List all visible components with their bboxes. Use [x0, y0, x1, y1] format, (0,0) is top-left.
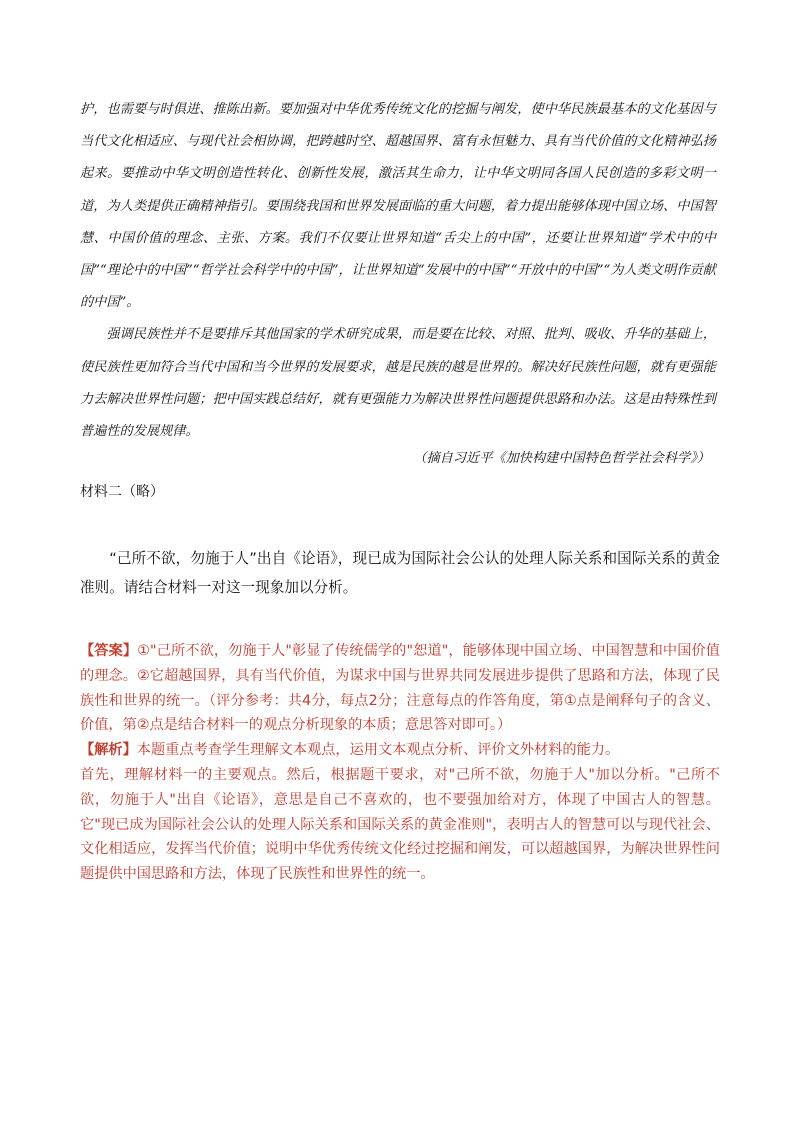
material-one-source: （摘自习近平《加快构建中国特色哲学社会科学》） — [413, 451, 710, 466]
analysis-paragraph: 首先，理解材料一的主要观点。然后，根据题干要求，对"己所不欲，勿施于人"加以分析。"己所不欲，勿施于人"出自《论语》，意思是自己不喜欢的，也不要强加给对方，体现了中国古人的智慧。它"现已成为国际社会公认的处理人际关系和国际关系的黄金准则"，表明古人的智慧可以与现代社会、文化相适应，发挥当代价值；说明中华优秀传统文化经过挖掘和阐发，可以超越国界，为解决世界性问题提供中国思路和方法，体现了民族性和世界性的统一。 — [80, 766, 720, 883]
analysis-lead-paragraph — [80, 738, 720, 763]
answer-tag: 【答案】 — [80, 643, 138, 659]
answer-section — [80, 639, 720, 887]
material-two-label: 材料二（略） — [80, 484, 164, 500]
analysis-tag: 【解析】 — [80, 742, 137, 759]
answer-paragraph — [80, 639, 720, 738]
material-one-paragraph-2: 强调民族性并不是要排斥其他国家的学术研究成果，而是要在比较、对照、批判、吸收、升华的基础上，使民族性更加符合当代中国和当今世界的发展要求，越是民族的越是世界的。解决好民族性问题，就有更强能力去解决世界性问题；把中国实践总结好，就有更强能力为解决世界性问题提供思路和办法。这是由特殊性到普遍性的发展规律。 — [80, 327, 716, 440]
answer-text: ①"己所不欲，勿施于人"彰显了传统儒学的"恕道"，能够体现中国立场、中国智慧和中国价值的理念。②它超越国界，具有当代价值，为谋求中国与世界共同发展进步提供了思路和方法，体现了民族性和世界的统一。（评分参考：共4分，每点2分；注意每点的作答角度，第①点是阐释句子的含义、价值，第②点是结合材料一的观点分析现象的本质；意思答对即可。） — [80, 643, 720, 734]
material-one-text — [80, 94, 716, 448]
material-one-paragraph-1: 护，也需要与时俱进、推陈出新。要加强对中华优秀传统文化的挖掘与阐发，使中华民族最基本的文化基因与当代文化相适应、与现代社会相协调，把跨越时空、超越国界、富有永恒魅力、具有当代价值的文化精神弘扬起来。要推动中华文明创造性转化、创新性发展，激活其生命力，让中华文明同各国人民创造的多彩文明一道，为人类提供正确精神指引。要围绕我国和世界发展面临的重大问题，着力提出能够体现中国立场、中国智慧、中国价值的理念、主张、方案。我们不仅要让世界知道“舌尖上的中国”，还要让世界知道“学术中的中国”“理论中的中国”“哲学社会科学中的中国”，让世界知道“发展中的中国”“开放中的中国”“为人类文明作贡献的中国”。 — [80, 102, 716, 311]
question-text: “己所不欲，勿施于人”出自《论语》，现已成为国际社会公认的处理人际关系和国际关系的黄金准则。请结合材料一对这一现象加以分析。 — [80, 550, 720, 596]
analysis-lead: 本题重点考查学生理解文本观点，运用文本观点分析、评价文外材料的能力。 — [136, 742, 620, 759]
